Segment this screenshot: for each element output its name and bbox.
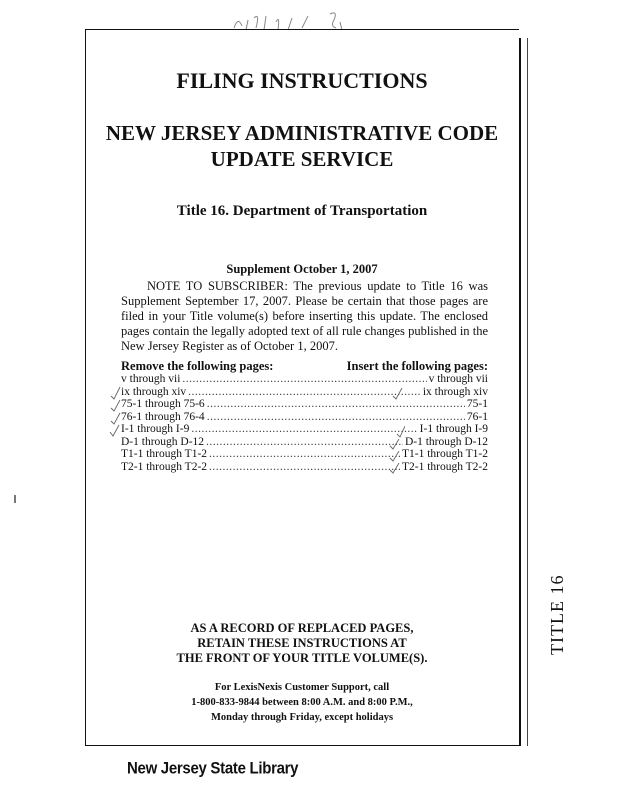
dot-leader — [209, 461, 400, 474]
remove-pages: D-1 through D-12 — [121, 435, 205, 448]
page-title: FILING INSTRUCTIONS — [176, 68, 428, 93]
remove-pages: ix through xiv — [121, 385, 187, 398]
check-marks-left — [108, 372, 122, 476]
insert-pages: T2-1 through T2-2 — [401, 460, 488, 473]
code-heading-line2: UPDATE SERVICE — [210, 147, 394, 171]
dot-leader — [207, 411, 465, 424]
list-item — [121, 448, 488, 461]
dot-leader — [206, 436, 403, 449]
code-heading-line1: NEW JERSEY ADMINISTRATIVE CODE — [105, 121, 499, 145]
page-list — [121, 373, 488, 473]
remove-pages: I-1 through I-9 — [121, 423, 190, 435]
list-item — [121, 373, 488, 386]
right-border-rule — [519, 38, 521, 746]
insert-pages: ix through xiv — [422, 385, 488, 398]
remove-pages: T2-1 through T2-2 — [121, 460, 208, 473]
record-line1: AS A RECORD OF REPLACED PAGES, — [190, 621, 414, 635]
record-line3: THE FRONT OF YOUR TITLE VOLUME(S). — [176, 651, 428, 665]
code-heading — [85, 120, 519, 172]
margin-mark — [14, 495, 16, 503]
insert-pages: I-1 through I-9 — [419, 423, 488, 435]
check-marks-right — [389, 372, 405, 476]
insert-pages: 76-1 — [466, 410, 488, 423]
list-item — [121, 398, 488, 411]
insert-pages-heading: Insert the following pages: — [346, 359, 488, 373]
remove-pages: 76-1 through 76-4 — [121, 410, 205, 423]
remove-pages: 75-1 through 75-6 — [121, 398, 205, 410]
insert-pages: D-1 through D-12 — [404, 435, 488, 448]
list-item — [121, 423, 488, 436]
supplement-date: Supplement October 1, 2007 — [226, 262, 378, 276]
list-item — [121, 411, 488, 424]
insert-pages: T1-1 through T1-2 — [401, 448, 488, 460]
support-line2: 1-800-833-9844 between 8:00 A.M. and 8:00 P.M., — [191, 697, 413, 708]
insert-pages: v through vii — [428, 373, 488, 385]
list-item — [121, 436, 488, 449]
subscriber-note: NOTE TO SUBSCRIBER: The previous update to Title 16 was Supplement September 17, 2007. Please be certain that those pages are filed in your Title volume(s) before inserting this update. The enclosed pages contain the legally adopted text of all rule changes published in the New Jersey Register as of October 1, 2007. — [121, 279, 488, 353]
remove-pages: T1-1 through T1-2 — [121, 448, 208, 460]
dot-leader — [207, 398, 465, 411]
title-tab-label: TITLE 16 — [547, 574, 567, 655]
dot-leader — [191, 423, 417, 436]
dot-leader — [209, 448, 400, 461]
support-line1: For LexisNexis Customer Support, call — [214, 682, 390, 693]
list-item — [121, 386, 488, 399]
record-line2: RETAIN THESE INSTRUCTIONS AT — [197, 636, 407, 650]
title-name: Title 16. Department of Transportation — [176, 203, 428, 219]
insert-pages: 75-1 — [466, 398, 488, 410]
support-line3: Monday through Friday, except holidays — [210, 712, 394, 723]
record-instructions — [85, 621, 519, 666]
library-stamp: New Jersey State Library — [127, 759, 299, 778]
dot-leader — [188, 386, 421, 399]
list-item — [121, 461, 488, 474]
remove-pages-heading: Remove the following pages: — [121, 359, 274, 373]
customer-support — [85, 680, 519, 725]
remove-pages: v through vii — [121, 373, 181, 385]
tab-divider-rule — [527, 38, 528, 746]
